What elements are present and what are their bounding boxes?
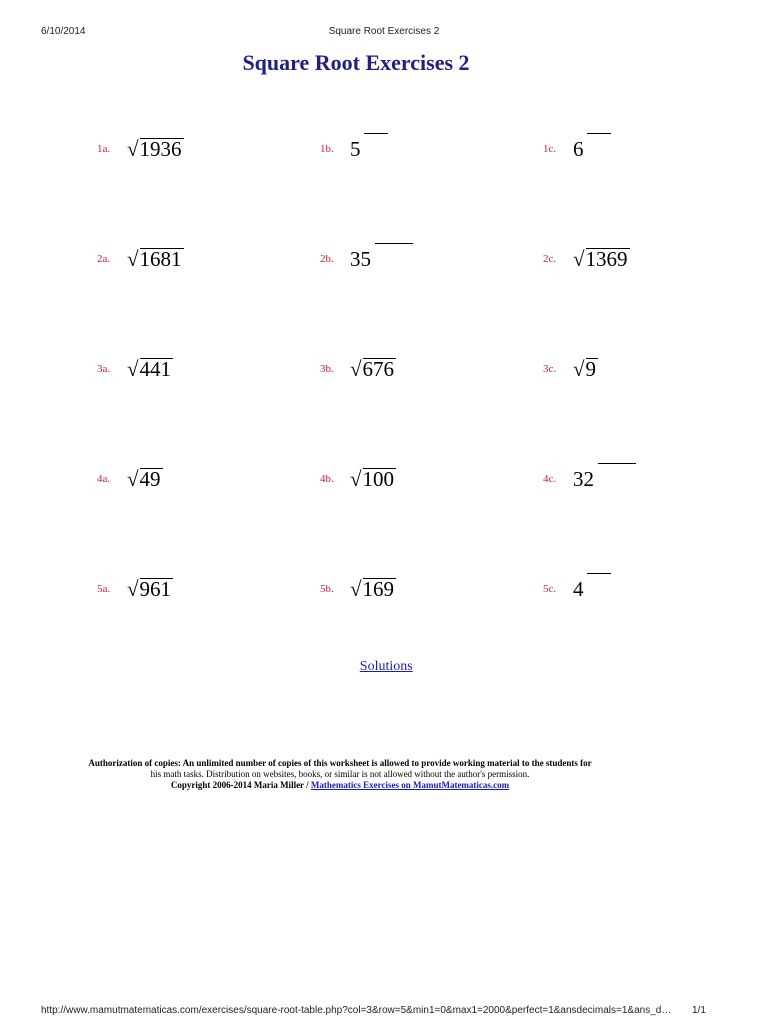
radicand: 169 bbox=[362, 577, 395, 601]
coefficient: 6 bbox=[573, 137, 584, 161]
coefficient-expression bbox=[350, 247, 371, 271]
authorization-notice bbox=[40, 758, 640, 791]
radicand: 441 bbox=[139, 357, 172, 381]
coefficient-expression bbox=[350, 137, 361, 161]
radical-sign-icon: √ bbox=[127, 577, 139, 601]
problem-label: 3c. bbox=[543, 363, 557, 375]
print-footer-url: http://www.mamutmatematicas.com/exercises/square-root-table.php?col=3&row=5&min1=0&max1=2000&perfect=1&ansdecimals=1&ans_d… bbox=[41, 1005, 672, 1016]
radicand: 1369 bbox=[585, 247, 628, 271]
problem-expression bbox=[350, 577, 396, 601]
radical-sign-icon: √ bbox=[127, 137, 139, 161]
copyright-line bbox=[40, 780, 640, 791]
problem-expression bbox=[127, 467, 163, 491]
solutions-link[interactable]: Solutions bbox=[359, 659, 413, 674]
print-page-number: 1/1 bbox=[692, 1005, 706, 1016]
problem-label: 3b. bbox=[320, 363, 334, 375]
print-date: 6/10/2014 bbox=[41, 26, 86, 37]
problem-expression bbox=[127, 577, 173, 601]
missing-radical-overline bbox=[598, 463, 636, 464]
coefficient: 4 bbox=[573, 577, 584, 601]
radical-sign-icon: √ bbox=[350, 357, 362, 381]
square-root-expression bbox=[127, 577, 173, 601]
radical-sign-icon: √ bbox=[127, 247, 139, 271]
coefficient-expression bbox=[573, 467, 594, 491]
problem-expression bbox=[573, 247, 630, 271]
square-root-expression bbox=[127, 137, 184, 161]
coefficient-expression bbox=[573, 137, 584, 161]
problem-expression bbox=[127, 247, 184, 271]
radical-sign-icon: √ bbox=[350, 467, 362, 491]
radical-sign-icon: √ bbox=[127, 357, 139, 381]
problem-label: 4a. bbox=[97, 473, 111, 485]
authorization-line-1: Authorization of copies: An unlimited number of copies of this worksheet is allowed to provide working material to the students for bbox=[88, 758, 592, 768]
radicand: 961 bbox=[139, 577, 172, 601]
radical-sign-icon: √ bbox=[350, 577, 362, 601]
problem-expression bbox=[573, 137, 584, 161]
problem-label: 1b. bbox=[320, 143, 334, 155]
coefficient: 35 bbox=[350, 247, 371, 271]
problem-expression bbox=[127, 357, 173, 381]
problem-label: 5a. bbox=[97, 583, 111, 595]
copyright-text: Copyright 2006-2014 Maria Miller / bbox=[170, 780, 311, 790]
coefficient: 32 bbox=[573, 467, 594, 491]
radicand: 676 bbox=[362, 357, 395, 381]
missing-radical-overline bbox=[587, 573, 611, 574]
problem-label: 1a. bbox=[97, 143, 111, 155]
radicand: 9 bbox=[585, 357, 597, 381]
page-title: Square Root Exercises 2 bbox=[242, 50, 470, 75]
problem-label: 4c. bbox=[543, 473, 557, 485]
problem-label: 1c. bbox=[543, 143, 557, 155]
square-root-expression bbox=[127, 467, 163, 491]
problem-expression bbox=[573, 357, 598, 381]
coefficient-expression bbox=[573, 577, 584, 601]
square-root-expression bbox=[350, 577, 396, 601]
solutions-link-wrap bbox=[0, 659, 768, 675]
square-root-expression bbox=[127, 247, 184, 271]
problem-label: 5b. bbox=[320, 583, 334, 595]
print-header-title: Square Root Exercises 2 bbox=[328, 26, 440, 37]
problem-label: 2b. bbox=[320, 253, 334, 265]
authorization-line-2: his math tasks. Distribution on websites, books, or similar is not allowed without the author's permission. bbox=[150, 769, 530, 779]
square-root-expression bbox=[350, 357, 396, 381]
mamutmatematicas-link[interactable]: Mathematics Exercises on MamutMatematicas.com bbox=[310, 780, 510, 790]
problem-expression bbox=[350, 247, 371, 271]
radicand: 1681 bbox=[139, 247, 182, 271]
problem-expression bbox=[350, 137, 361, 161]
problem-label: 2c. bbox=[543, 253, 557, 265]
square-root-expression bbox=[573, 247, 630, 271]
radicand: 100 bbox=[362, 467, 395, 491]
problem-expression bbox=[127, 137, 184, 161]
problem-expression bbox=[350, 467, 396, 491]
radical-sign-icon: √ bbox=[573, 247, 585, 271]
square-root-expression bbox=[573, 357, 598, 381]
missing-radical-overline bbox=[375, 243, 413, 244]
problem-expression bbox=[573, 467, 594, 491]
problem-label: 5c. bbox=[543, 583, 557, 595]
radicand: 1936 bbox=[139, 137, 182, 161]
coefficient: 5 bbox=[350, 137, 361, 161]
missing-radical-overline bbox=[364, 133, 388, 134]
square-root-expression bbox=[127, 357, 173, 381]
problem-expression bbox=[350, 357, 396, 381]
problem-label: 2a. bbox=[97, 253, 111, 265]
radical-sign-icon: √ bbox=[127, 467, 139, 491]
radical-sign-icon: √ bbox=[573, 357, 585, 381]
missing-radical-overline bbox=[587, 133, 611, 134]
problem-label: 3a. bbox=[97, 363, 111, 375]
problem-label: 4b. bbox=[320, 473, 334, 485]
radicand: 49 bbox=[139, 467, 161, 491]
problem-expression bbox=[573, 577, 584, 601]
square-root-expression bbox=[350, 467, 396, 491]
